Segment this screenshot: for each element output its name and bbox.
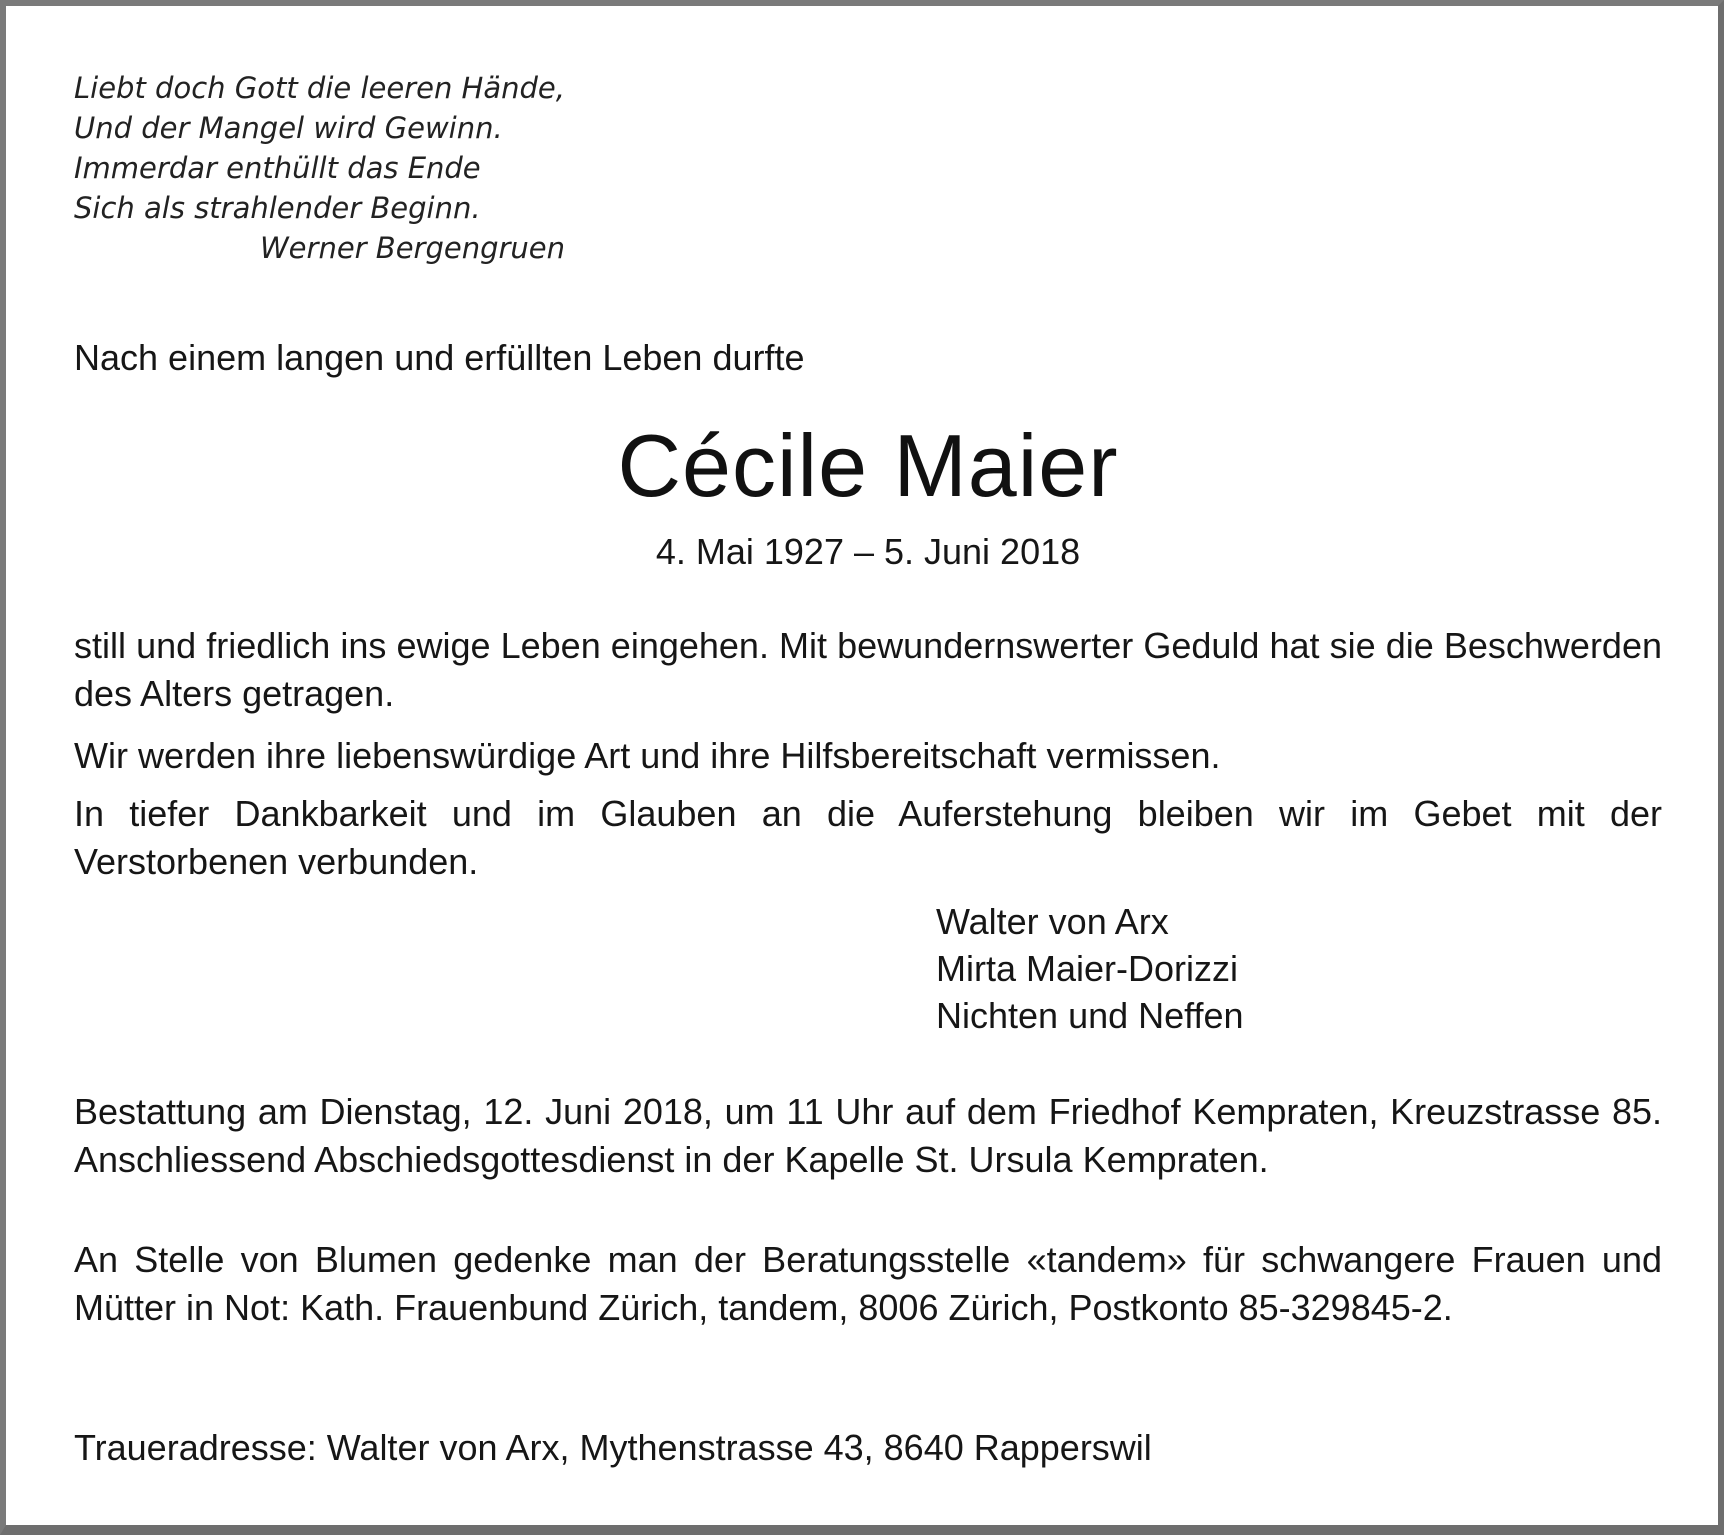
mourner-name: Walter von Arx	[936, 901, 1169, 942]
poem-quote	[74, 68, 565, 268]
poem-line: Sich als strahlender Beginn.	[74, 191, 481, 225]
donation-info: An Stelle von Blumen gedenke man der Beratungsstelle «tandem» für schwangere Frauen und Mütter in Not: Kath. Frauenbund Zürich, tandem, 8006 Zürich, Postkonto 85-329845-2.	[74, 1239, 1662, 1328]
life-dates: 4. Mai 1927 – 5. Juni 2018	[655, 531, 1081, 572]
funeral-info: Bestattung am Dienstag, 12. Juni 2018, um 11 Uhr auf dem Friedhof Kempraten, Kreuzstrasse 85. Anschliessend Abschiedsgottesdienst in der Kapelle St. Ursula Kempraten.	[74, 1091, 1662, 1180]
mourner-name: Mirta Maier-Dorizzi	[936, 948, 1239, 989]
poem-line: Liebt doch Gott die leeren Hände,	[74, 71, 565, 105]
body-paragraph: still und friedlich ins ewige Leben eingehen. Mit bewundernswerter Geduld hat sie die Beschwerden des Alters getragen.	[74, 625, 1662, 714]
poem-line: Immerdar enthüllt das Ende	[74, 151, 481, 185]
body-paragraph: Wir werden ihre liebenswürdige Art und ihre Hilfsbereitschaft vermissen.	[74, 735, 1221, 776]
mourners-list	[936, 898, 1244, 1039]
intro-text: Nach einem langen und erfüllten Leben durfte	[74, 337, 805, 378]
body-paragraph: In tiefer Dankbarkeit und im Glauben an die Auferstehung bleiben wir im Gebet mit der Verstorbenen verbunden.	[74, 793, 1662, 882]
poem-author: Werner Bergengruen	[260, 231, 566, 265]
deceased-name: Cécile Maier	[617, 416, 1119, 515]
poem-line: Und der Mangel wird Gewinn.	[74, 111, 503, 145]
mourning-address: Traueradresse: Walter von Arx, Mythenstrasse 43, 8640 Rapperswil	[74, 1427, 1152, 1468]
mourner-name: Nichten und Neffen	[936, 995, 1244, 1036]
